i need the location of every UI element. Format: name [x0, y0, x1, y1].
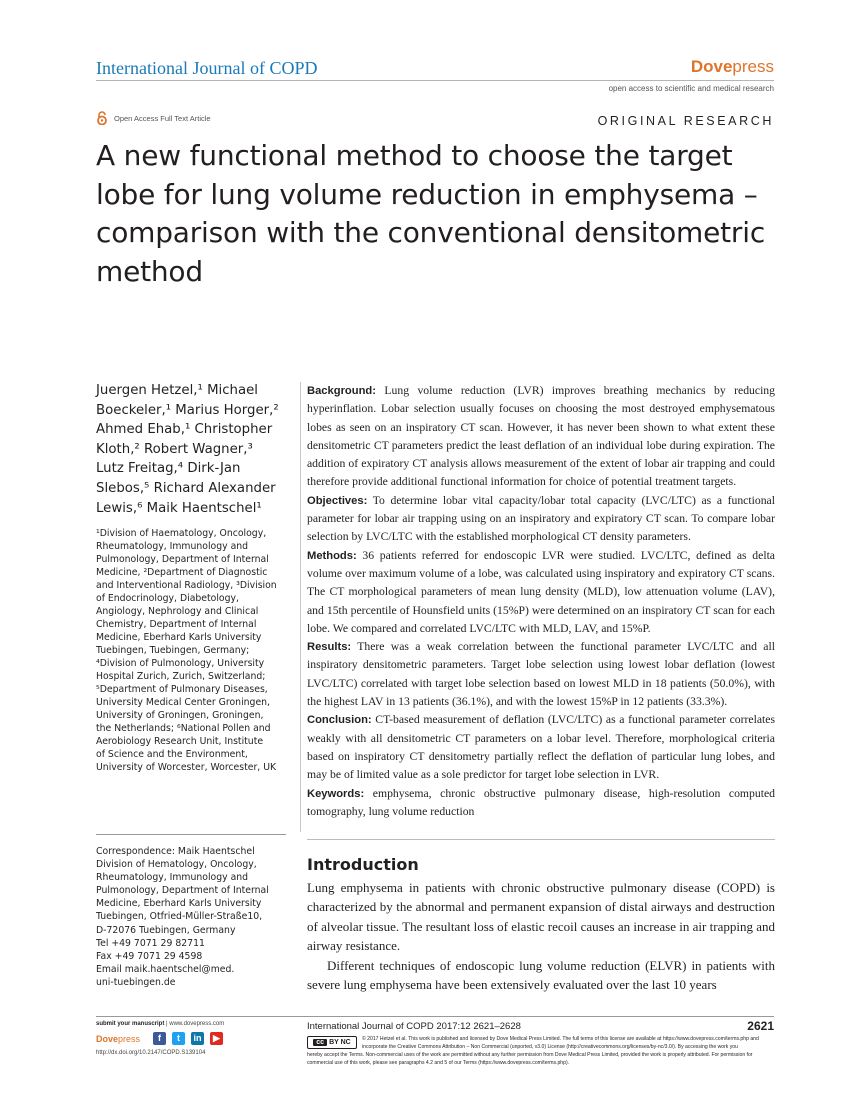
- introduction-paragraph: Lung emphysema in patients with chronic obstructive pulmonary disease (COPD) is characterized by the abnormal and permanent expansion of distal airways and destruction of alveolar tissue. The resultant loss of elastic recoil causes an increase in air trapping and airway resistance.: [307, 880, 775, 954]
- affiliation-line: the Netherlands; ⁶National Pollen and: [96, 723, 271, 734]
- citation: International Journal of COPD 2017:12 2621–2628: [307, 1021, 521, 1032]
- footer-publisher-light: press: [118, 1034, 141, 1044]
- footer-publisher-bold: Dove: [96, 1034, 119, 1044]
- open-access-label: Open Access Full Text Article: [114, 113, 211, 123]
- abstract-divider: [307, 839, 775, 840]
- open-access-lock-icon: [96, 111, 108, 125]
- correspondence-line: D-72076 Tuebingen, Germany: [96, 924, 236, 936]
- affiliation-line: University Medical Center Groningen,: [96, 697, 271, 708]
- correspondence-email[interactable]: uni-tuebingen.de: [96, 976, 176, 988]
- publisher-bold: Dove: [690, 57, 733, 76]
- author-line: Boeckeler,¹ Marius Horger,²: [96, 402, 279, 418]
- correspondence-line: Tel +49 7071 29 82711: [96, 937, 205, 949]
- open-access-badge: [96, 111, 211, 125]
- left-column-divider: [96, 834, 286, 835]
- abstract-background: [307, 382, 775, 492]
- correspondence-email[interactable]: Email maik.haentschel@med.: [96, 963, 235, 975]
- affiliation-line: Rheumatology, Immunology and: [96, 541, 249, 552]
- introduction-paragraph: Different techniques of endoscopic lung volume reduction (ELVR) in patients with severe lung emphysema have been extensively evaluated over the last 10 years: [307, 957, 775, 993]
- abstract-objectives: [307, 492, 775, 547]
- abstract-label: Methods:: [307, 549, 357, 562]
- abstract-border: [300, 382, 301, 832]
- abstract-conclusion: [307, 711, 775, 784]
- footer-divider: [96, 1016, 774, 1017]
- journal-title[interactable]: International Journal of COPD: [96, 58, 318, 78]
- facebook-icon[interactable]: f: [153, 1032, 166, 1045]
- author-line: Kloth,² Robert Wagner,³: [96, 441, 253, 457]
- correspondence-line: Rheumatology, Immunology and: [96, 872, 249, 884]
- affiliations: [96, 527, 296, 774]
- doi-link[interactable]: http://dx.doi.org/10.2147/COPD.S139104: [96, 1050, 206, 1056]
- abstract-keywords: [307, 785, 775, 822]
- correspondence-line: Fax +49 7071 29 4598: [96, 950, 203, 962]
- abstract-text: CT-based measurement of deflation (LVC/LTC) as a functional parameter correlates weakly with all densitometric CT parameters on a lobar level. Therefore, morphological criteria based on inspiratory CT densitometry partially reflect the deflation of particular lung lobes, and may be of limited value as a sole predictor for target lobe selection in LVR.: [307, 713, 775, 782]
- creative-commons-badge[interactable]: [307, 1036, 357, 1049]
- affiliation-line: Tuebingen, Tuebingen, Germany;: [96, 645, 250, 656]
- cc-license-type: BY NC: [329, 1039, 351, 1046]
- affiliation-line: ⁵Department of Pulmonary Diseases,: [96, 684, 268, 695]
- affiliation-line: ⁴Division of Pulmonology, University: [96, 658, 265, 669]
- introduction-heading: Introduction: [307, 855, 419, 874]
- correspondence-line: Division of Hematology, Oncology,: [96, 859, 257, 871]
- affiliation-line: Medicine, Eberhard Karls University: [96, 632, 262, 643]
- abstract-results: [307, 638, 775, 711]
- affiliation-line: and Interventional Radiology, ³Division: [96, 580, 277, 591]
- submit-label: submit your manuscript: [96, 1021, 165, 1027]
- abstract-label: Conclusion:: [307, 714, 372, 727]
- introduction-body: [307, 878, 775, 994]
- abstract-label: Background:: [307, 385, 376, 397]
- publisher-light: press: [732, 57, 774, 76]
- affiliation-line: of Endocrinology, Diabetology,: [96, 593, 239, 604]
- author-line: Lutz Freitag,⁴ Dirk-Jan: [96, 461, 241, 477]
- correspondence-line: Medicine, Eberhard Karls University: [96, 898, 262, 910]
- linkedin-icon[interactable]: in: [191, 1032, 204, 1045]
- abstract-text: Lung volume reduction (LVR) improves breathing mechanics by reducing hyperinflation. Lobar selection usually focuses on choosing the most destroyed emphysematous lobes as seen on an inspiratory CT scan. However, it has never been shown to what extent these densitometric CT parameters predict the least deflation of an individual lobe during expiration. The addition of expiratory CT analysis allows measurement of the extent of lobar air trapping and could therefore provide additional functional information for choice of potential treatment targets.: [307, 384, 775, 489]
- abstract-methods: [307, 547, 775, 638]
- youtube-icon[interactable]: ▶: [210, 1032, 223, 1045]
- affiliation-line: of Science and the Environment,: [96, 749, 248, 760]
- twitter-icon[interactable]: t: [172, 1032, 185, 1045]
- page-number: 2621: [747, 1019, 774, 1033]
- abstract-text: 36 patients referred for endoscopic LVR were studied. LVC/LTC, defined as delta volume over maximum volume of a lobe, was calculated using inspiratory and expiratory CT scans. The CT morphological parameters of mean lung density (MLD), low attenuation volume (LAV), and 15th percentile of Hounsfield units (15%P) were determined on an inspiratory CT scan for each lobe. We compared and correlated LVC/LTC with MLD, LAV, and 15%P.: [307, 548, 775, 635]
- abstract-label: Keywords:: [307, 787, 365, 800]
- correspondence-line: Pulmonology, Department of Internal: [96, 885, 269, 897]
- affiliation-line: Angiology, Nephrology and Clinical: [96, 606, 259, 617]
- author-line: Juergen Hetzel,¹ Michael: [96, 383, 258, 398]
- article-type: ORIGINAL RESEARCH: [597, 114, 774, 128]
- publisher-logo[interactable]: [691, 57, 774, 77]
- submit-manuscript-link[interactable]: [96, 1021, 224, 1027]
- submit-site: | www.dovepress.com: [164, 1021, 225, 1027]
- correspondence-line: Correspondence: Maik Haentschel: [96, 846, 255, 857]
- abstract: [307, 382, 775, 821]
- author-line: Slebos,⁵ Richard Alexander: [96, 480, 276, 496]
- abstract-label: Objectives:: [307, 494, 368, 507]
- affiliation-line: Pulmonology, Department of Internal: [96, 554, 269, 565]
- abstract-text: There was a weak correlation between the functional parameter LVC/LTC and all inspiratory densitometric parameters. Target lobe selection using lowest lobar deflation (lowest LVC/LTC) correlated with target lobe selection based on lowest MLD in 18 patients (50.0%), with the highest LAV in 13 patients (36.1%), and with the lowest 15%P in 12 patients (33.3%).: [307, 640, 775, 709]
- author-line: Ahmed Ehab,¹ Christopher: [96, 422, 273, 438]
- correspondence-block: [96, 845, 296, 989]
- affiliation-line: Aerobiology Research Unit, Institute: [96, 736, 264, 747]
- affiliation-line: ¹Division of Haematology, Oncology,: [96, 528, 267, 539]
- abstract-text: To determine lobar vital capacity/lobar total capacity (LVC/LTC) as a functional parameter for lobar air trapping using on an inspiratory and expiratory CT scan. To compare lobar selection by LVC/LTC with the established morphological CT density parameters.: [307, 493, 775, 544]
- publisher-tagline: open access to scientific and medical research: [608, 84, 774, 93]
- affiliation-line: Chemistry, Department of Internal: [96, 619, 257, 630]
- author-list: [96, 381, 296, 518]
- affiliation-line: University of Worcester, Worcester, UK: [96, 762, 277, 773]
- footer-publisher-logo[interactable]: [96, 1034, 140, 1044]
- abstract-label: Results:: [307, 641, 352, 654]
- article-title: A new functional method to choose the target lobe for lung volume reduction in emphysema – comparison with the conventional densitometric method: [96, 139, 766, 288]
- header-divider: [96, 80, 774, 81]
- cc-icon: cc: [313, 1039, 327, 1046]
- affiliation-line: Hospital Zurich, Zurich, Switzerland;: [96, 671, 266, 682]
- affiliation-line: Medicine, ²Department of Diagnostic: [96, 567, 268, 578]
- abstract-text: emphysema, chronic obstructive pulmonary disease, high-resolution computed tomography, lung volume reduction: [307, 786, 775, 818]
- social-links: [153, 1032, 223, 1045]
- correspondence-line: Tuebingen, Otfried-Müller-Straße10,: [96, 911, 263, 923]
- affiliation-line: University of Groningen, Groningen,: [96, 710, 264, 721]
- license-text-continued: hereby accept the Terms. Non-commercial uses of the work are permitted without any further permission from Dove Medical Press Limited, provided the work is properly attributed. For permission for commercial use of this work, please see paragraphs 4.2 and 5 of our Terms (https://www.dovepress.com/terms.php).: [307, 1052, 753, 1067]
- author-line: Lewis,⁶ Maik Haentschel¹: [96, 500, 262, 516]
- license-text: © 2017 Hetzel et al. This work is published and licensed by Dove Medical Press Limited. The full terms of this license are available at https://www.dovepress.com/terms.php and incorporate the Creative Commons Attribution – Non Commercial (unported, v3.0) License (http://creativecommons.org/licenses/by-nc/3.0/). By accessing the work you: [362, 1036, 759, 1051]
